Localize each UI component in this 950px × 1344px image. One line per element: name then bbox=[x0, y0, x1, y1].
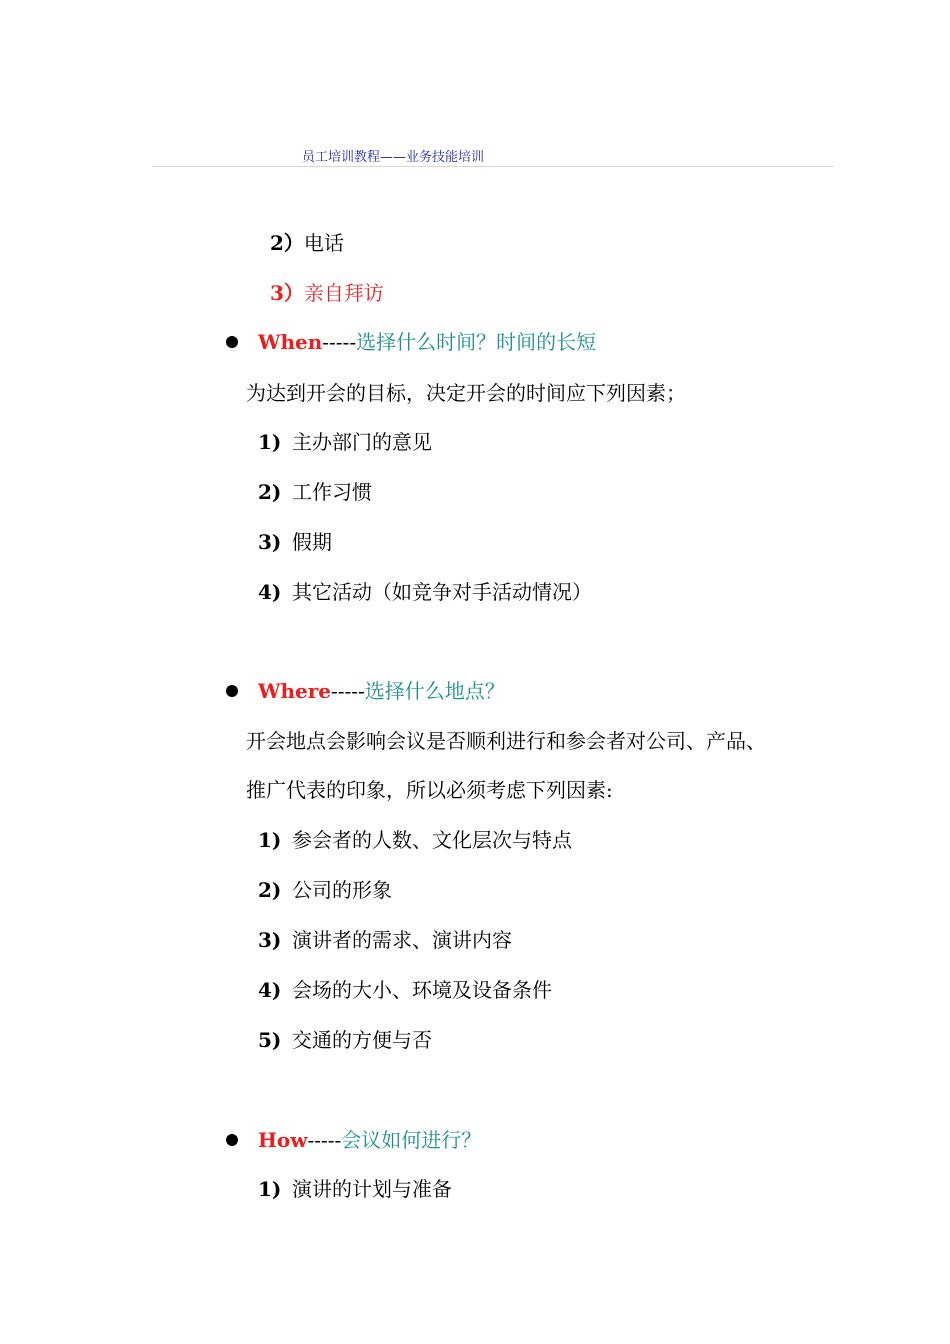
list-item bbox=[258, 430, 432, 454]
section-paragraph-line: 开会地点会影响会议是否顺利进行和参会者对公司、产品、 bbox=[246, 729, 766, 753]
section-heading-where bbox=[258, 679, 505, 703]
item-number: 3） bbox=[270, 281, 304, 305]
list-item bbox=[258, 1177, 452, 1201]
section-question: 会议如何进行？ bbox=[341, 1128, 482, 1152]
page-header: 员工培训教程——业务技能培训 bbox=[302, 150, 485, 165]
section-question: 选择什么地点？ bbox=[364, 679, 505, 703]
bullet-icon bbox=[226, 685, 238, 697]
item-number: 3) bbox=[258, 530, 282, 554]
item-text: 交通的方便与否 bbox=[292, 1028, 432, 1052]
item-text: 其它活动（如竞争对手活动情况） bbox=[292, 580, 592, 604]
item-text: 工作习惯 bbox=[292, 480, 372, 504]
item-text: 主办部门的意见 bbox=[292, 430, 432, 454]
item-number: 2) bbox=[258, 480, 282, 504]
section-dashes: ----- bbox=[331, 679, 365, 703]
intro-item-highlight bbox=[270, 281, 384, 305]
header-rule bbox=[152, 166, 834, 167]
list-item bbox=[258, 928, 512, 952]
section-dashes: ----- bbox=[307, 1128, 342, 1152]
item-number: 5) bbox=[258, 1028, 282, 1052]
section-heading-when bbox=[258, 330, 596, 354]
bullet-icon bbox=[226, 336, 238, 348]
list-item bbox=[258, 828, 572, 852]
item-number: 2） bbox=[270, 231, 304, 255]
section-heading-how bbox=[258, 1128, 481, 1152]
item-text: 公司的形象 bbox=[292, 878, 392, 902]
section-paragraph: 为达到开会的目标，决定开会的时间应下列因素； bbox=[246, 381, 686, 405]
list-item bbox=[258, 978, 552, 1002]
item-number: 1) bbox=[258, 1177, 282, 1201]
bullet-icon bbox=[226, 1134, 238, 1146]
intro-item bbox=[270, 231, 344, 255]
list-item bbox=[258, 1028, 432, 1052]
section-dashes: ----- bbox=[322, 330, 357, 354]
item-number: 4) bbox=[258, 580, 282, 604]
section-keyword: When bbox=[258, 330, 323, 354]
list-item bbox=[258, 878, 392, 902]
item-text: 电话 bbox=[303, 231, 344, 255]
list-item bbox=[258, 480, 372, 504]
list-item bbox=[258, 530, 332, 554]
item-number: 4) bbox=[258, 978, 282, 1002]
list-item bbox=[258, 580, 592, 604]
item-number: 3) bbox=[258, 928, 282, 952]
item-number: 2) bbox=[258, 878, 282, 902]
item-number: 1) bbox=[258, 828, 282, 852]
item-text: 亲自拜访 bbox=[303, 281, 384, 305]
section-keyword: Where bbox=[258, 679, 331, 703]
section-paragraph-line: 推广代表的印象，所以必须考虑下列因素: bbox=[246, 778, 613, 802]
item-text: 假期 bbox=[292, 530, 332, 554]
item-text: 参会者的人数、文化层次与特点 bbox=[292, 828, 572, 852]
item-text: 演讲者的需求、演讲内容 bbox=[292, 928, 512, 952]
section-keyword: How bbox=[258, 1128, 308, 1152]
item-text: 演讲的计划与准备 bbox=[292, 1177, 452, 1201]
item-number: 1) bbox=[258, 430, 282, 454]
item-text: 会场的大小、环境及设备条件 bbox=[292, 978, 552, 1002]
section-question: 选择什么时间？时间的长短 bbox=[356, 330, 597, 354]
